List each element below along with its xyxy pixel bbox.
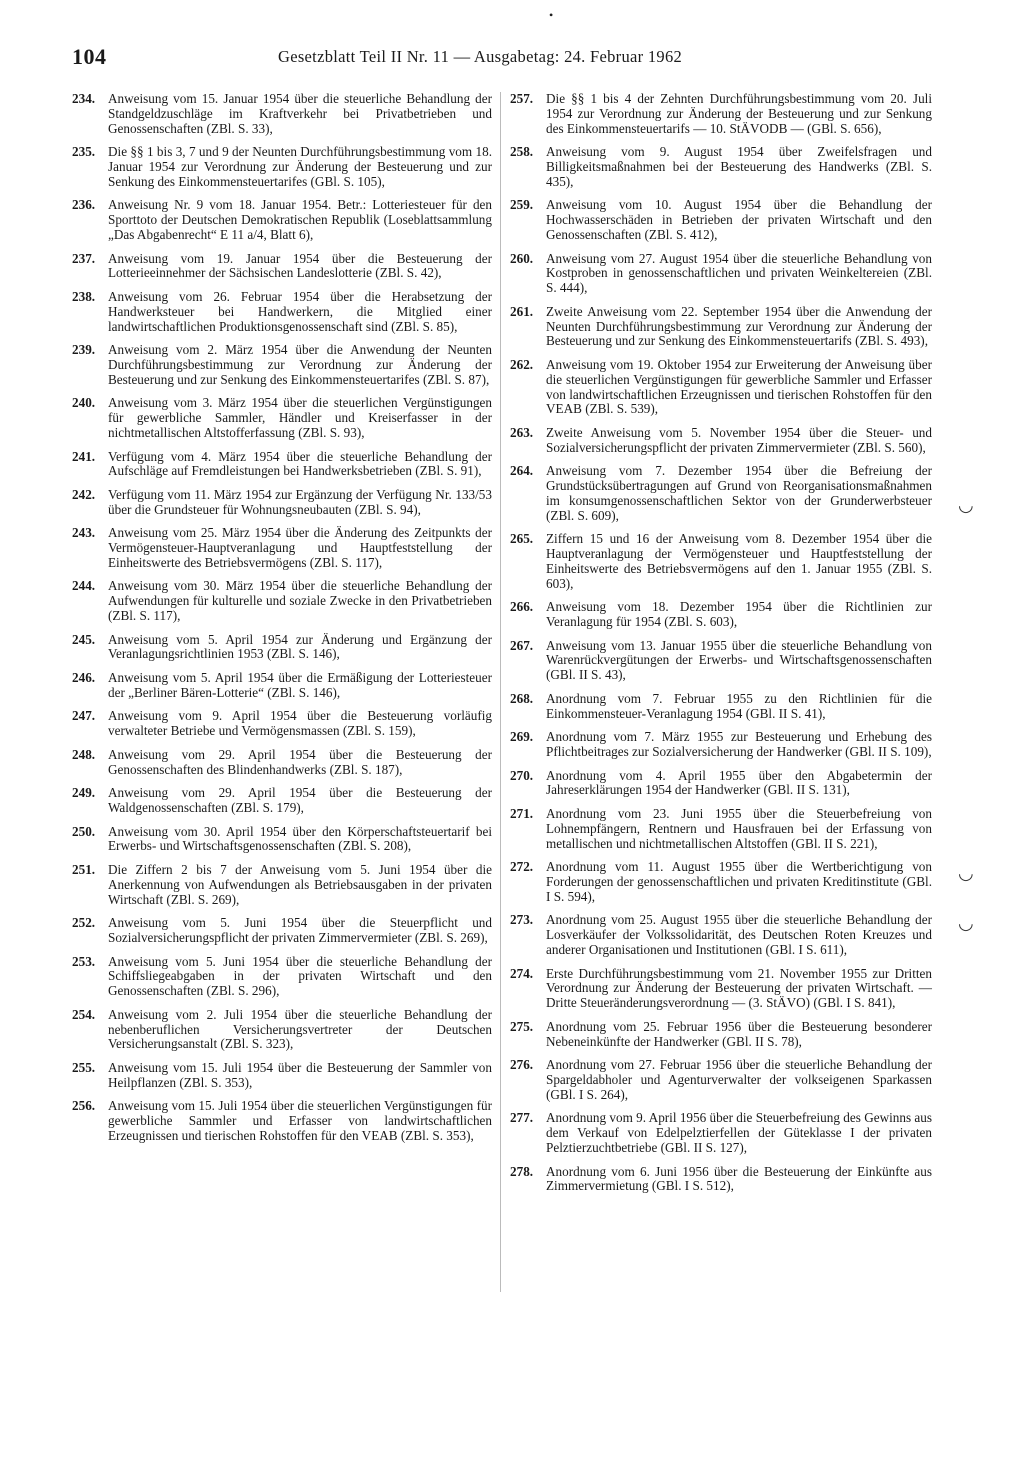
item-number: 273.: [510, 912, 534, 928]
item-text: Anweisung vom 30. März 1954 über die steuerliche Behandlung der Aufwendungen für kulturelle und soziale Zwecke in den Privatbetrieben (ZBl. S. 117),: [108, 578, 492, 624]
list-item: [510, 1020, 932, 1050]
list-item: [72, 290, 492, 334]
list-item: [72, 955, 492, 999]
list-item: [510, 730, 932, 760]
list-item: [510, 1165, 932, 1195]
item-number: 268.: [510, 690, 534, 706]
margin-tick-mark: ◡: [958, 863, 974, 883]
list-item: [72, 748, 492, 778]
list-item: [510, 92, 932, 136]
item-number: 241.: [72, 448, 96, 464]
item-number: 263.: [510, 424, 534, 440]
item-number: 258.: [510, 144, 534, 160]
item-text: Anordnung vom 25. Februar 1956 über die Besteuerung besonderer Nebeneinkünfte der Handwerker (GBl. II S. 78),: [546, 1018, 932, 1049]
item-number: 262.: [510, 356, 534, 372]
item-number: 238.: [72, 288, 96, 304]
item-number: 248.: [72, 746, 96, 762]
list-item: [510, 860, 932, 904]
item-text: Anweisung vom 25. März 1954 über die Änderung des Zeitpunkts der Vermögensteuer-Hauptveranlagung und Hauptfeststellung der Einheitswerte des Betriebsvermögens (ZBl. S. 117),: [108, 525, 492, 570]
item-number: 256.: [72, 1098, 96, 1114]
list-item: [510, 464, 932, 523]
item-text: Anordnung vom 9. April 1956 über die Steuerbefreiung des Gewinns aus dem Verkauf von Edelpelztierfellen der Güteklasse I der privaten Pelztierzuchtbetriebe (GBl. II S. 127),: [546, 1110, 932, 1155]
list-item: [72, 786, 492, 816]
item-text: Anweisung vom 19. Januar 1954 über die Besteuerung der Lotterieeinnehmer der Sächsischen Landeslotterie (ZBl. S. 42),: [108, 250, 492, 281]
item-number: 267.: [510, 637, 534, 653]
margin-tick-mark: ◡: [958, 495, 974, 515]
item-number: 253.: [72, 953, 96, 969]
item-number: 243.: [72, 525, 96, 541]
item-text: Anordnung vom 7. März 1955 zur Besteuerung und Erhebung des Pflichtbeitrages zur Sozialversicherung der Handwerker (GBl. II S. 109),: [546, 729, 932, 760]
list-item: [510, 198, 932, 242]
list-item: [510, 807, 932, 851]
list-item: [72, 488, 492, 518]
item-text: Anweisung vom 5. Juni 1954 über die Steuerpflicht und Sozialversicherungspflicht der privaten Zimmervermieter (ZBl. S. 269),: [108, 915, 492, 945]
item-text: Anweisung vom 19. Oktober 1954 zur Erweiterung der Anweisung über die steuerlichen Vergünstigungen für gewerbliche Sammler und Erfasser von landwirtschaftlichen Erzeugnissen und tierischen Rohstoffen für den VEAB (ZBl. S. 539),: [546, 356, 932, 417]
item-number: 237.: [72, 250, 96, 266]
item-text: Zweite Anweisung vom 5. November 1954 über die Steuer- und Sozialversicherungspflicht der privaten Zimmervermieter (ZBl. S. 560),: [546, 424, 932, 455]
item-text: Ziffern 15 und 16 der Anweisung vom 8. Dezember 1954 über die Hauptveranlagung der Vermögensteuer und Hauptfeststellung der Einheitswerte des Betriebsvermögens auf den 1. Januar 1955 (ZBl. S. 603),: [546, 531, 932, 591]
item-text: Anweisung vom 9. April 1954 über die Besteuerung vorläufig verwalteter Betriebe und Vermögensmassen (ZBl. S. 159),: [108, 708, 492, 739]
item-number: 257.: [510, 91, 534, 106]
item-number: 240.: [72, 395, 96, 411]
list-item: [510, 305, 932, 349]
item-number: 251.: [72, 862, 96, 878]
item-text: Die Ziffern 2 bis 7 der Anweisung vom 5. Juni 1954 über die Anerkennung von Aufwendungen als Betriebsausgaben in der privaten Wirtschaft (ZBl. S. 269),: [108, 862, 492, 907]
item-number: 261.: [510, 303, 534, 319]
item-number: 242.: [72, 486, 96, 502]
page-header: [72, 44, 932, 78]
item-text: Zweite Anweisung vom 22. September 1954 über die Anwendung der Neunten Durchführungsbestimmung zur Verordnung zur Änderung der Besteuerung und zur Senkung des Einkommensteuertarifs (ZBl. S. 493),: [546, 303, 932, 349]
list-item: [510, 358, 932, 417]
item-text: Anweisung vom 5. April 1954 zur Änderung und Ergänzung der Veranlagungsrichtlinien 1953 (ZBl. S. 146),: [108, 631, 492, 662]
item-text: Anweisung vom 30. April 1954 über den Körperschaftsteuertarif bei Erwerbs- und Wirtschaftsgenossenschaften (ZBl. S. 208),: [108, 823, 492, 854]
item-text: Anweisung vom 27. August 1954 über die steuerliche Behandlung von Kostproben in genossenschaftlichen und privaten Weinkeltereien (ZBl. S. 444),: [546, 250, 932, 296]
list-item: [72, 396, 492, 440]
item-text: Anordnung vom 27. Februar 1956 über die steuerliche Behandlung der Spargeldabholer und Agenturverwalter der volkseigenen Sparkassen (GBl. I S. 264),: [546, 1057, 932, 1102]
list-item: [510, 1058, 932, 1102]
item-text: Anweisung vom 9. August 1954 über Zweifelsfragen und Billigkeitsmaßnahmen bei der Besteuerung des Handwerks (ZBl. S. 435),: [546, 144, 932, 189]
list-item: [72, 1008, 492, 1052]
list-item: [510, 913, 932, 957]
item-text: Anordnung vom 25. August 1955 über die steuerliche Behandlung der Losverkäufer der Volkssolidarität, des Deutschen Roten Kreuzes und anderer Organisationen und Institutionen (GBl. I S. 611),: [546, 912, 932, 957]
item-number: 235.: [72, 144, 96, 160]
item-text: Anweisung vom 15. Januar 1954 über die steuerliche Behandlung der Standgeldzuschläge im Kraftverkehr bei Privatbetrieben und Genossenschaften (ZBl. S. 33),: [108, 91, 492, 136]
item-number: 277.: [510, 1110, 534, 1126]
list-item: [510, 639, 932, 683]
list-item: [72, 92, 492, 136]
item-number: 234.: [72, 91, 96, 106]
item-number: 249.: [72, 785, 96, 801]
item-text: Anweisung vom 26. Februar 1954 über die Herabsetzung der Handwerksteuer bei Handwerkern, die Mitglied einer landwirtschaftlichen Produktionsgenossenschaft sind (ZBl. S. 85),: [108, 288, 492, 334]
page-title: Gesetzblatt Teil II Nr. 11 — Ausgabetag: 24. Februar 1962: [278, 47, 683, 66]
item-number: 244.: [72, 578, 96, 594]
list-item: [510, 600, 932, 630]
item-text: Anweisung vom 29. April 1954 über die Besteuerung der Waldgenossenschaften (ZBl. S. 179),: [108, 785, 492, 816]
item-number: 266.: [510, 599, 534, 615]
list-item: [510, 145, 932, 189]
item-text: Anweisung vom 2. Juli 1954 über die steuerliche Behandlung der nebenberuflichen Versicherungsvertreter der Deutschen Versicherungsanstalt (ZBl. S. 323),: [108, 1006, 492, 1052]
item-text: Anweisung vom 15. Juli 1954 über die steuerlichen Vergünstigungen für gewerbliche Sammler und Erfasser von landwirtschaftlichen Erzeugnissen und tierischen Rohstoffen für den VEAB (ZBl. S. 353),: [108, 1098, 492, 1143]
item-text: Anordnung vom 6. Juni 1956 über die Besteuerung der Einkünfte aus Zimmervermietung (GBl. I S. 512),: [546, 1163, 932, 1194]
item-number: 272.: [510, 859, 534, 875]
list-item: [72, 450, 492, 480]
item-text: Anordnung vom 7. Februar 1955 zu den Richtlinien für die Einkommensteuer-Veranlagung 1954 (GBl. II S. 41),: [546, 690, 932, 721]
item-text: Anweisung Nr. 9 vom 18. Januar 1954. Betr.: Lotteriesteuer für den Sporttoto der Deutschen Demokratischen Republik (Loseblattsammlung „Das Abgabenrecht“ E 11 a/4, Blatt 6),: [108, 197, 492, 242]
item-number: 259.: [510, 197, 534, 213]
item-number: 250.: [72, 823, 96, 839]
list-item: [510, 967, 932, 1011]
list-item: [72, 343, 492, 387]
list-item: [510, 692, 932, 722]
item-number: 254.: [72, 1006, 96, 1022]
item-text: Anweisung vom 13. Januar 1955 über die steuerliche Behandlung von Warenrückvergütungen der Erwerbs- und Wirtschaftsgenossenschaften (GBl. II S. 43),: [546, 637, 932, 683]
list-item: [72, 252, 492, 282]
item-text: Anordnung vom 23. Juni 1955 über die Steuerbefreiung von Lohnempfängern, Rentnern und Hausfrauen bei der Erfassung von metallischen und nichtmetallischen Altstoffen (GBl. II S. 221),: [546, 806, 932, 851]
item-number: 276.: [510, 1057, 534, 1073]
item-number: 245.: [72, 631, 96, 647]
item-text: Anordnung vom 4. April 1955 über den Abgabetermin der Jahreserklärungen 1954 der Handwerker (GBl. II S. 131),: [546, 767, 932, 798]
list-item: [72, 579, 492, 623]
item-number: 269.: [510, 729, 534, 745]
list-item: [510, 252, 932, 296]
item-number: 270.: [510, 767, 534, 783]
item-text: Anweisung vom 18. Dezember 1954 über die Richtlinien zur Veranlagung für 1954 (ZBl. S. 603),: [546, 599, 932, 630]
page-number: 104: [72, 44, 107, 69]
item-text: Anweisung vom 2. März 1954 über die Anwendung der Neunten Durchführungsbestimmung zur Verordnung zur Änderung der Besteuerung und zur Senkung des Einkommensteuertarifes (ZBl. S. 87),: [108, 342, 492, 387]
item-text: Verfügung vom 4. März 1954 über die steuerliche Behandlung der Aufschläge auf Fremdleistungen bei Handwerksbetrieben (ZBl. S. 91),: [108, 448, 492, 479]
item-number: 247.: [72, 708, 96, 724]
list-item: [72, 863, 492, 907]
item-text: Anweisung vom 29. April 1954 über die Besteuerung der Genossenschaften des Blindenhandwerks (ZBl. S. 187),: [108, 746, 492, 777]
list-item: [510, 769, 932, 799]
item-number: 236.: [72, 197, 96, 213]
item-text: Anweisung vom 5. April 1954 über die Ermäßigung der Lotteriesteuer der „Berliner Bären-Lotterie“ (ZBl. S. 146),: [108, 670, 492, 700]
list-item: [72, 825, 492, 855]
item-text: Anordnung vom 11. August 1955 über die Wertberichtigung von Forderungen der genossenschaftlichen und privaten Kreditinstitute (GBl. I S. 594),: [546, 859, 932, 904]
item-number: 264.: [510, 463, 534, 479]
item-number: 260.: [510, 250, 534, 266]
column-divider: [500, 92, 501, 1292]
item-text: Anweisung vom 5. Juni 1954 über die steuerliche Behandlung der Schiffsliegeabgaben in der privaten Wirtschaft und den Genossenschaften (ZBl. S. 296),: [108, 953, 492, 999]
item-number: 274.: [510, 965, 534, 981]
list-item: [72, 145, 492, 189]
list-item: [72, 526, 492, 570]
item-number: 255.: [72, 1059, 96, 1075]
item-number: 239.: [72, 342, 96, 358]
item-text: Anweisung vom 15. Juli 1954 über die Besteuerung der Sammler von Heilpflanzen (ZBl. S. 353),: [108, 1059, 492, 1090]
list-item: [72, 671, 492, 701]
list-item: [510, 532, 932, 591]
item-number: 252.: [72, 915, 96, 931]
list-item: [72, 633, 492, 663]
right-column: [510, 92, 932, 1203]
list-item: [72, 916, 492, 946]
list-item: [72, 1099, 492, 1143]
list-item: [72, 198, 492, 242]
list-item: [72, 709, 492, 739]
item-text: Anweisung vom 10. August 1954 über die Behandlung der Hochwasserschäden in Betrieben der privaten Wirtschaft und den Genossenschaften (ZBl. S. 412),: [546, 197, 932, 242]
item-number: 271.: [510, 806, 534, 822]
item-text: Erste Durchführungsbestimmung vom 21. November 1955 zur Dritten Verordnung zur Änderung der Besteuerung der privaten Wirtschaft. — Dritte Steueränderungsverordnung — (3. StÄVO) (GBl. I S. 841),: [546, 965, 932, 1011]
item-text: Verfügung vom 11. März 1954 zur Ergänzung der Verfügung Nr. 133/53 über die Grundsteuer für Wohnungsneubauten (ZBl. S. 94),: [108, 486, 492, 517]
margin-tick-mark: ◡: [958, 913, 974, 933]
item-number: 278.: [510, 1163, 534, 1179]
item-number: 275.: [510, 1018, 534, 1034]
list-item: [510, 1111, 932, 1155]
item-number: 246.: [72, 670, 96, 686]
item-number: 265.: [510, 531, 534, 547]
print-speck: •: [549, 8, 554, 22]
left-column: [72, 92, 492, 1153]
item-text: Anweisung vom 3. März 1954 über die steuerlichen Vergünstigungen für gewerbliche Sammler, Händler und Kreiserfasser in der nichtmetallischen Altstofferfassung (ZBl. S. 93),: [108, 395, 492, 440]
item-text: Die §§ 1 bis 3, 7 und 9 der Neunten Durchführungsbestimmung vom 18. Januar 1954 zur Verordnung zur Änderung der Besteuerung und zur Senkung des Einkommensteuertarifes (GBl. S. 105),: [108, 144, 492, 189]
item-text: Anweisung vom 7. Dezember 1954 über die Befreiung der Grundstücksübertragungen auf Grund von Reorganisationsmaßnahmen im konsumgenossenschaftlichen Sektor von der Grunderwerbsteuer (ZBl. S. 609),: [546, 463, 932, 523]
list-item: [72, 1061, 492, 1091]
list-item: [510, 426, 932, 456]
item-text: Die §§ 1 bis 4 der Zehnten Durchführungsbestimmung vom 20. Juli 1954 zur Verordnung zur Änderung der Besteuerung und zur Senkung des Einkommensteuertarifs — 10. StÄVODB — (GBl. S. 656),: [546, 91, 932, 136]
